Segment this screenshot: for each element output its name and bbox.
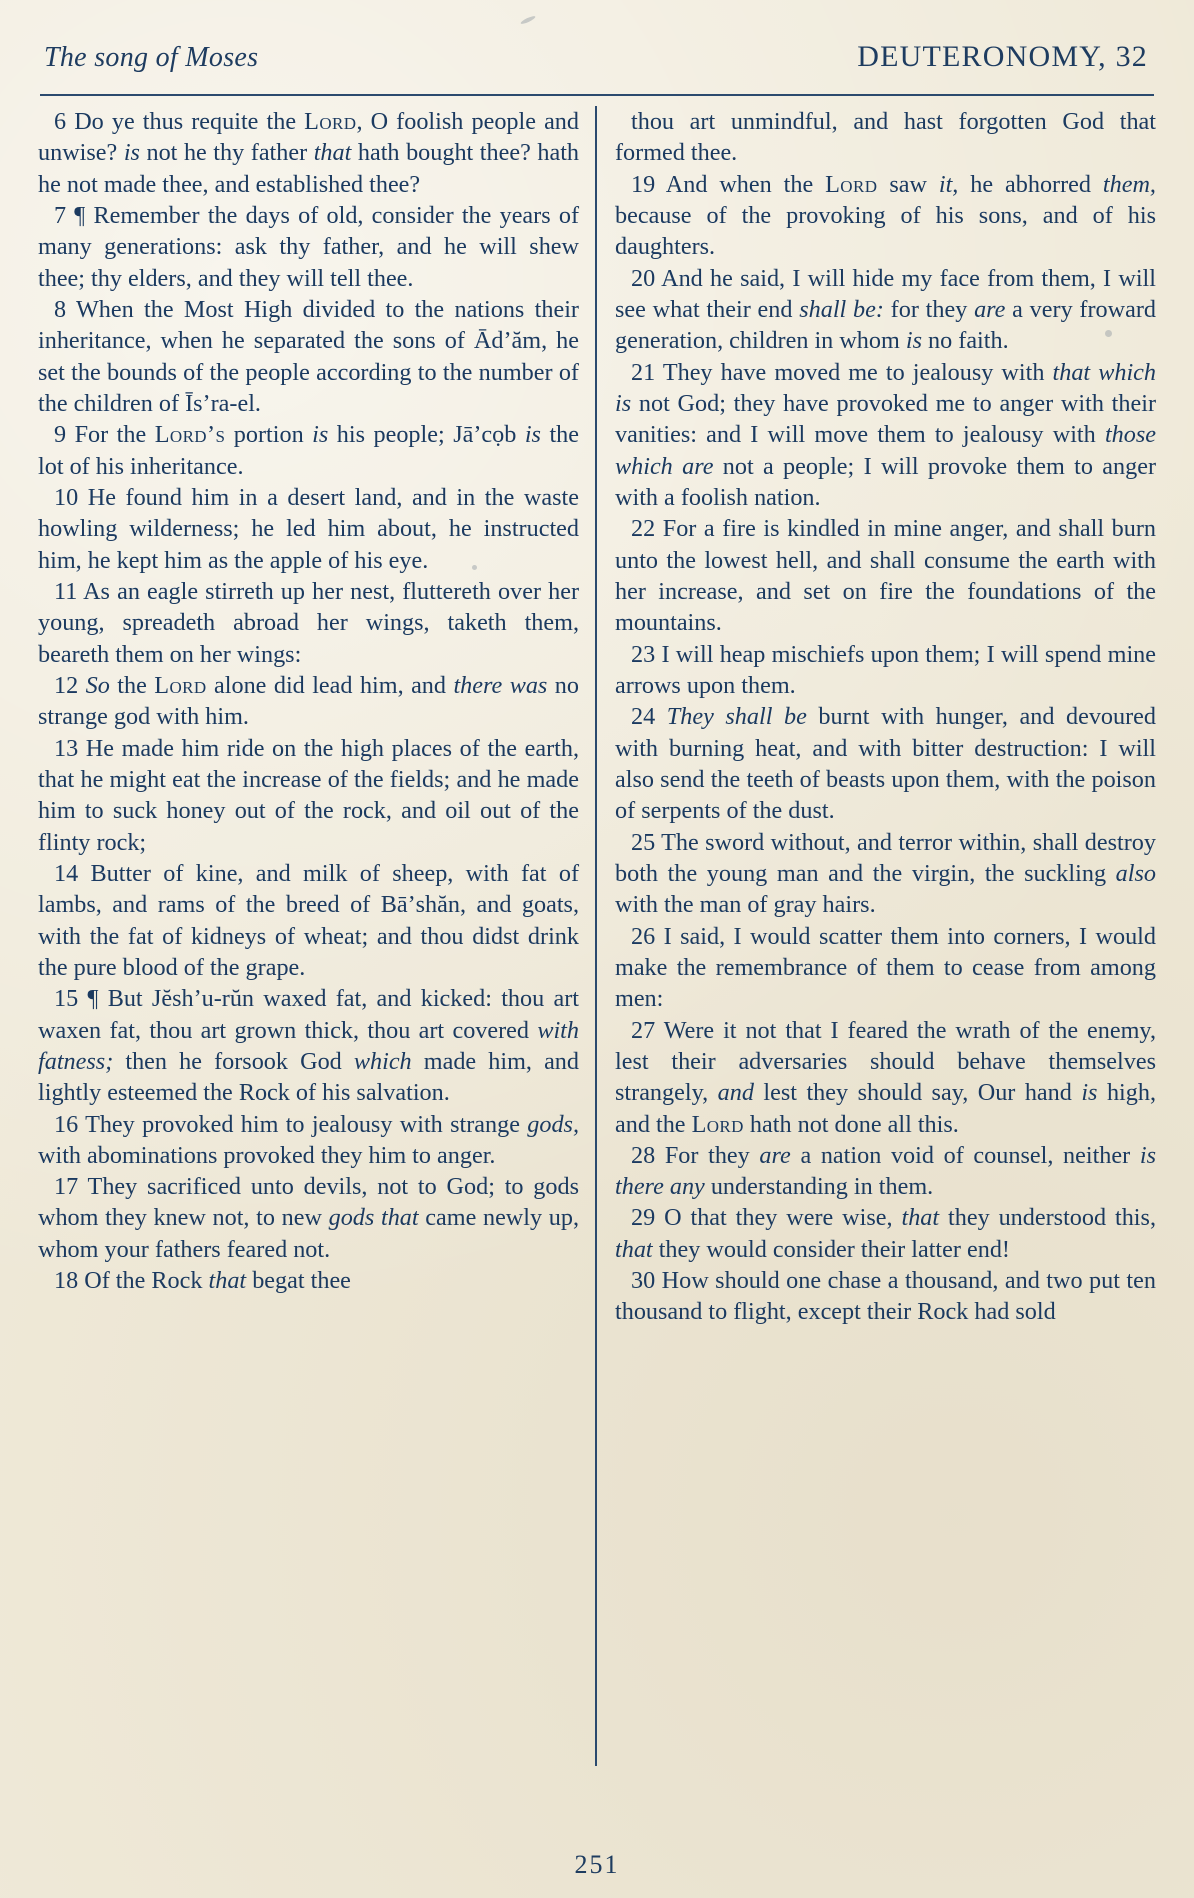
verse-number: 17 xyxy=(54,1173,79,1201)
verse: 17 They sacrificed unto devils, not to God; to gods whom they knew not, to new gods that came newly up, whom your fathers feared not. xyxy=(38,1173,579,1263)
verse: 13 He made him ride on the high places of the earth, that he might eat the increase of the fields; and he made him to suck honey out of the rock, and oil out of the flinty rock; xyxy=(38,734,579,856)
verse-number: 27 xyxy=(631,1016,656,1044)
verse: 27 Were it not that I feared the wrath of the enemy, lest their adversaries should behave themselves strangely, and lest they should say, Our hand is high, and the Lord hath not done all this. xyxy=(615,1016,1156,1138)
verse-number: 23 xyxy=(631,640,656,668)
verse-number: 26 xyxy=(631,922,656,950)
verse: 20 And he said, I will hide my face from them, I will see what their end shall be: for they are a very froward generation, children in whom is no faith. xyxy=(615,264,1156,355)
verse-number: 21 xyxy=(631,358,656,386)
verse: 23 I will heap mischiefs upon them; I will spend mine arrows upon them. xyxy=(615,640,1156,699)
verse: 8 When the Most High divided to the nations their inheritance, when he separated the sons of Ādʼăm, he set the bounds of the people according to the number of the children of Īsʼra-el. xyxy=(38,295,579,417)
verse: 7 ¶ Remember the days of old, consider the years of many generations: ask thy father, and he will shew thee; thy elders, and they will tell thee. xyxy=(38,201,579,292)
verse-number: 16 xyxy=(54,1110,79,1138)
verse-number: 25 xyxy=(631,828,656,856)
verse-number: 24 xyxy=(631,703,656,731)
verse-number: 29 xyxy=(631,1204,656,1232)
verse: 11 As an eagle stirreth up her nest, fluttereth over her young, spreadeth abroad her wings, taketh them, beareth them on her wings: xyxy=(38,577,579,668)
verse: 30 How should one chase a thousand, and two put ten thousand to flight, except their Rock had sold xyxy=(615,1267,1156,1326)
verse-number: 6 xyxy=(54,108,67,135)
verse-number: 13 xyxy=(54,734,79,762)
verse-number: 30 xyxy=(631,1267,656,1295)
verse-number: 15 xyxy=(54,985,79,1013)
header-rule xyxy=(40,94,1154,96)
verse: 12 So the Lord alone did lead him, and there was no strange god with him. xyxy=(38,671,579,731)
verse-number: 12 xyxy=(54,671,79,699)
verse: 25 The sword without, and terror within, shall destroy both the young man and the virgin, the suckling also with the man of gray hairs. xyxy=(615,828,1156,919)
verse-number: 20 xyxy=(631,264,656,292)
text-columns xyxy=(38,106,1156,1766)
verse: 24 They shall be burnt with hunger, and devoured with burning heat, and with bitter destruction: I will also send the teeth of beasts upon them, with the poison of serpents of the dust. xyxy=(615,703,1157,825)
running-head xyxy=(38,40,1156,88)
verse: 6 Do ye thus requite the Lord, O foolish people and unwise? is not he thy father that hath bought thee? hath he not made thee, and established thee? xyxy=(38,108,580,198)
verse-number: 28 xyxy=(631,1141,656,1169)
verse: 26 I said, I would scatter them into corners, I would make the remembrance of them to cease from among men: xyxy=(615,922,1156,1013)
verse: 28 For they are a nation void of counsel, neither is there any understanding in them. xyxy=(615,1141,1156,1201)
running-head-right: DEUTERONOMY, 32 xyxy=(857,40,1148,73)
column-right xyxy=(597,106,1156,1766)
page-number: 251 xyxy=(574,1850,620,1879)
verse: 10 He found him in a desert land, and in the waste howling wilderness; he led him about, he instructed him, he kept him as the apple of his eye. xyxy=(38,483,579,574)
verse-number: 9 xyxy=(54,421,67,449)
verse: 29 O that they were wise, that they understood this, that they would consider their latter end! xyxy=(615,1204,1156,1263)
verse: 19 And when the Lord saw it, he abhorred them, because of the provoking of his sons, and of his daughters. xyxy=(615,170,1156,261)
verse-number: 11 xyxy=(54,577,78,605)
verse-number: 14 xyxy=(54,859,79,887)
verse: 15 ¶ But Jĕshʼu-rŭn waxed fat, and kicked: thou art waxen fat, thou art grown thick, thou art covered with fatness; then he forsook God which made him, and lightly esteemed the Rock of his salvation. xyxy=(38,985,579,1107)
verse: 16 They provoked him to jealousy with strange gods, with abominations provoked they him to anger. xyxy=(38,1110,579,1169)
verse-number: 10 xyxy=(54,483,79,511)
verse: 21 They have moved me to jealousy with that which is not God; they have provoked me to anger with their vanities: and I will move them to jealousy with those which are not a people; I will provoke them to anger with a foolish nation. xyxy=(615,358,1157,511)
verse-number: 19 xyxy=(631,170,656,198)
verse: 14 Butter of kine, and milk of sheep, with fat of lambs, and rams of the breed of Bāʼshăn, and goats, with the fat of kidneys of wheat; and thou didst drink the pure blood of the grape. xyxy=(38,859,579,981)
column-left xyxy=(38,106,597,1766)
verse: thou art unmindful, and hast forgotten God that formed thee. xyxy=(615,108,1156,167)
verse-number: 8 xyxy=(54,295,67,323)
verse-number: 22 xyxy=(631,515,656,543)
verse-number: 7 xyxy=(54,201,67,229)
verse-number: 18 xyxy=(54,1267,79,1295)
running-head-left: The song of Moses xyxy=(44,42,259,73)
paper-speck xyxy=(520,15,536,25)
verse: 18 Of the Rock that begat thee xyxy=(54,1267,351,1295)
verse: 9 For the Lordʼs portion is his people; Jāʼcọb is the lot of his inheritance. xyxy=(38,421,579,480)
verse: 22 For a fire is kindled in mine anger, and shall burn unto the lowest hell, and shall consume the earth with her increase, and set on fire the foundations of the mountains. xyxy=(615,515,1156,637)
